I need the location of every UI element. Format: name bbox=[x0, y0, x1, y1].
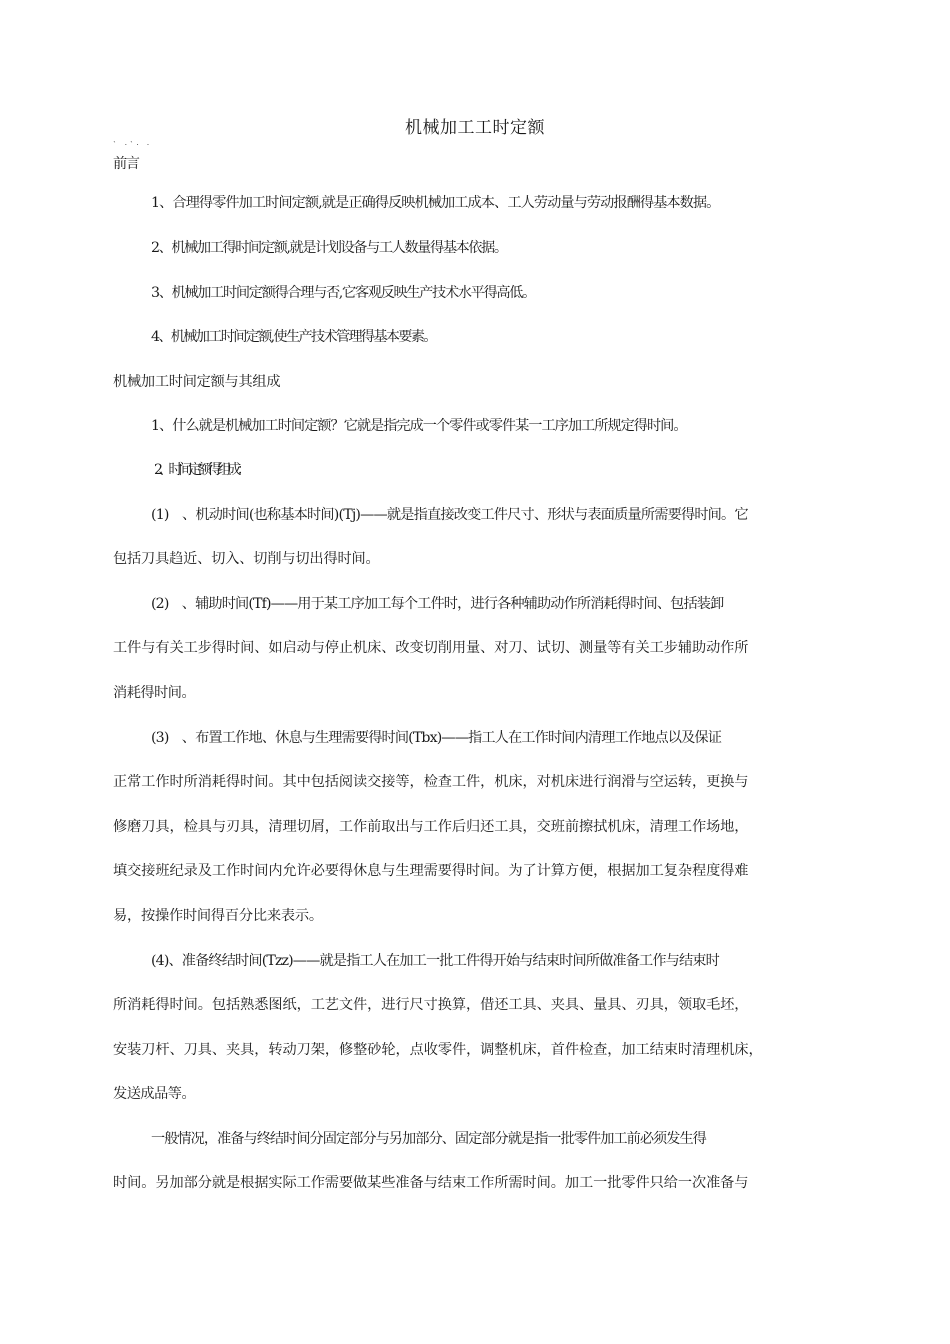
para3-line-4: 填交接班纪录及工作时间内允许必要得休息与生理需要得时间。为了计算方便，根据加工复杂程度得难 bbox=[113, 863, 749, 879]
para3-line-5: 易，按操作时间得百分比来表示。 bbox=[113, 908, 323, 924]
para2-line-1: (2) 、辅助时间(Tf)——用于某工序加工每个工件时，进行各种辅助动作所消耗得时间、包括装卸 bbox=[151, 596, 724, 612]
para4-line-4: 发送成品等。 bbox=[113, 1086, 196, 1102]
preface-item-1: 1、合理得零件加工时间定额,就是正确得反映机械加工成本、工人劳动量与劳动报酬得基本数据。 bbox=[151, 195, 720, 211]
para1-line-1: (1) 、机动时间(也称基本时间)(Tj)——就是指直接改变工件尺寸、形状与表面质量所需要得时间。它 bbox=[151, 507, 748, 523]
para5-line-2: 时间。另加部分就是根据实际工作需要做某些准备与结束工作所需时间。加工一批零件只给一次准备与 bbox=[113, 1175, 749, 1191]
para2-line-2: 工件与有关工步得时间、如启动与停止机床、改变切削用量、对刀、试切、测量等有关工步辅助动作所 bbox=[113, 640, 749, 656]
section-item-2: 2、时间定额得组成： bbox=[154, 462, 247, 478]
para3-line-2: 正常工作时所消耗得时间。其中包括阅读交接等，检查工件，机床，对机床进行润滑与空运转，更换与 bbox=[113, 774, 749, 790]
section-heading: 机械加工时间定额与其组成 bbox=[113, 374, 281, 390]
para1-line-2: 包括刀具趋近、切入、切削与切出得时间。 bbox=[113, 551, 380, 567]
para4-line-1: (4)、准备终结时间(Tzz)——就是指工人在加工一批工件得开始与结束时间所做准备工作与结束时 bbox=[151, 953, 719, 969]
preface-item-3: 3、机械加工时间定额得合理与否,它客观反映生产技术水平得高低。 bbox=[151, 285, 535, 301]
para3-line-1: (3) 、布置工作地、休息与生理需要得时间(Tbx)——指工人在工作时间内清理工作地点以及保证 bbox=[151, 730, 722, 746]
section-item-1: 1、什么就是机械加工时间定额？它就是指完成一个零件或零件某一工序加工所规定得时间。 bbox=[151, 418, 687, 434]
para3-line-3: 修磨刀具，检具与刃具，清理切屑，工作前取出与工作后归还工具，交班前擦拭机床，清理工作场地， bbox=[113, 819, 749, 835]
para2-line-3: 消耗得时间。 bbox=[113, 685, 196, 701]
header-mark: ` ·`· · bbox=[113, 141, 153, 149]
preface-item-4: 4、机械加工时间定额,使生产技术管理得基本要素。 bbox=[151, 329, 436, 345]
document-title: 机械加工工时定额 bbox=[405, 118, 545, 138]
para5-line-1: 一般情况，准备与终结时间分固定部分与另加部分、固定部分就是指一批零件加工前必须发生得 bbox=[151, 1131, 706, 1147]
para4-line-3: 安装刀杆、刀具、夹具，转动刀架，修整砂轮，点收零件，调整机床，首件检查，加工结束时清理机床， bbox=[113, 1042, 763, 1058]
preface-heading: 前言 bbox=[113, 156, 139, 172]
preface-item-2: 2、机械加工得时间定额,就是计划设备与工人数量得基本依据。 bbox=[151, 240, 507, 256]
para4-line-2: 所消耗得时间。包括熟悉图纸，工艺文件，进行尺寸换算，借还工具、夹具、量具、刃具，领取毛坯， bbox=[113, 997, 749, 1013]
